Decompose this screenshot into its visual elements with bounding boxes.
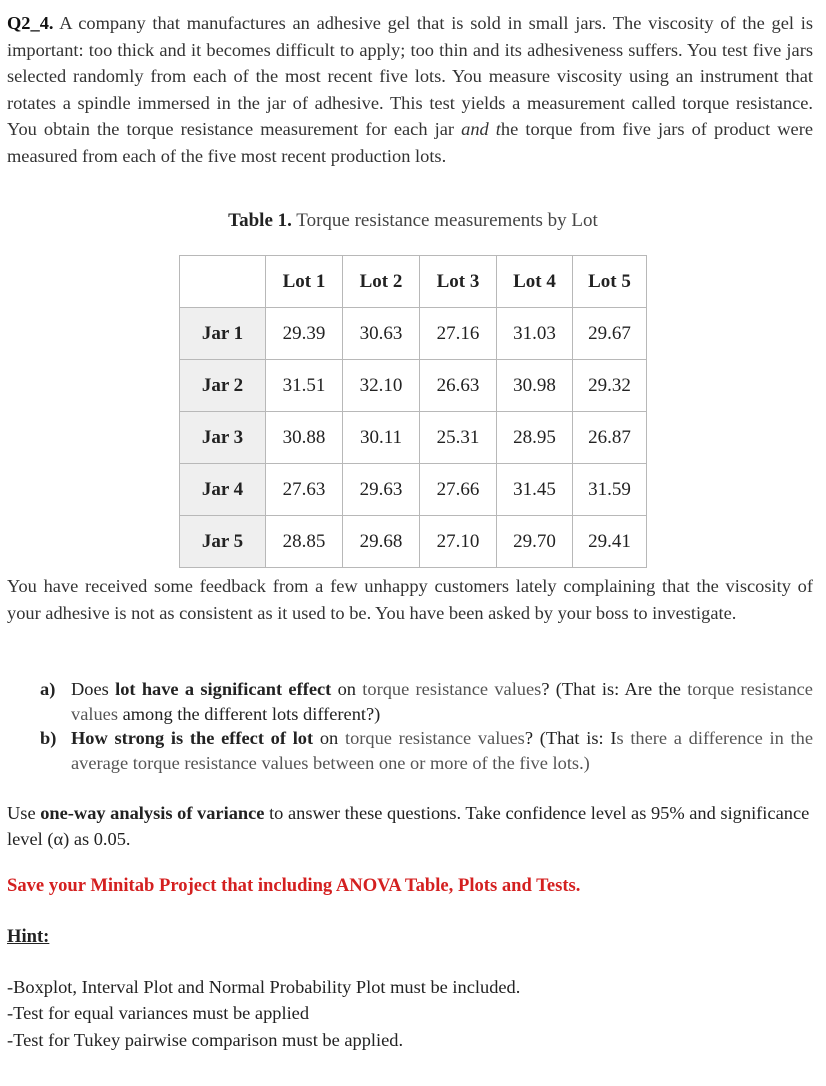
table-corner-cell <box>180 256 266 308</box>
table-cell: 25.31 <box>420 412 497 464</box>
table-cell: 26.63 <box>420 360 497 412</box>
question-label: Q2_4. <box>7 13 54 33</box>
table-cell: 29.39 <box>266 308 343 360</box>
item-light: torque resistance values <box>362 679 542 699</box>
method-paragraph <box>7 800 813 852</box>
row-header: Jar 2 <box>180 360 266 412</box>
table-cell: 27.10 <box>420 516 497 568</box>
table-row <box>180 464 647 516</box>
table-row <box>180 360 647 412</box>
table-cell: 27.63 <box>266 464 343 516</box>
table-caption <box>0 208 826 234</box>
item-text: among the different lots different?) <box>117 703 381 724</box>
table-cell: 30.98 <box>497 360 573 412</box>
table-caption-label: Table 1. <box>228 210 292 231</box>
method-text: to answer these questions. Take confidence level as 95% and significance level (α) as 0.05. <box>7 803 810 849</box>
method-text: Use <box>7 803 41 823</box>
column-header: Lot 5 <box>573 256 647 308</box>
table-row <box>180 412 647 464</box>
table-cell: 30.63 <box>343 308 420 360</box>
table-cell: 32.10 <box>343 360 420 412</box>
question-list <box>40 677 813 775</box>
item-light: torque resistance values <box>71 679 813 724</box>
question-text: A company that manufactures an adhesive gel that is sold in small jars. The viscosity of the gel is important: too thick and it becomes difficult to apply; too thin and its adhesiveness suffers. You test five jars selected randomly from each of the most recent five lots. You measure viscosity using an instrument that rotates a spindle immersed in the jar of adhesive. This test yields a measurement called torque resistance. You obtain the torque resistance measurement for each jar <box>7 13 813 140</box>
table-cell: 30.88 <box>266 412 343 464</box>
torque-table <box>179 255 647 568</box>
table-cell: 28.95 <box>497 412 573 464</box>
item-text: on <box>331 679 363 699</box>
row-header: Jar 5 <box>180 516 266 568</box>
column-header: Lot 4 <box>497 256 573 308</box>
table-cell: 29.68 <box>343 516 420 568</box>
list-item <box>40 677 813 726</box>
save-instruction: Save your Minitab Project that including ANOVA Table, Plots and Tests. <box>7 875 581 896</box>
table-row <box>180 308 647 360</box>
table-cell: 31.45 <box>497 464 573 516</box>
table-row <box>180 516 647 568</box>
row-header: Jar 1 <box>180 308 266 360</box>
table-cell: 27.66 <box>420 464 497 516</box>
hint-item: -Test for Tukey pairwise comparison must be applied. <box>7 1029 404 1050</box>
table-cell: 29.41 <box>573 516 647 568</box>
feedback-paragraph: You have received some feedback from a few unhappy customers lately complaining that the viscosity of your adhesive is not as consistent as it used to be. You have been asked by your boss to investigate. <box>7 576 813 623</box>
method-bold: one-way analysis of variance <box>40 803 265 823</box>
table-cell: 30.11 <box>343 412 420 464</box>
table-caption-text: Torque resistance measurements by Lot <box>291 210 598 231</box>
hint-item: -Boxplot, Interval Plot and Normal Probability Plot must be included. <box>7 977 521 997</box>
table-cell: 29.63 <box>343 464 420 516</box>
item-light: torque resistance values <box>344 728 525 748</box>
item-text: on <box>313 728 345 748</box>
table-cell: 31.59 <box>573 464 647 516</box>
hint-item: -Test for equal variances must be applied <box>7 1003 310 1024</box>
item-bold: lot have a significant effect <box>115 679 332 699</box>
list-marker: b) <box>40 728 57 748</box>
question-text-end: he torque from five jars of product were measured from each of the five most recent production lots. <box>7 119 814 166</box>
item-bold: How strong is the effect of lot <box>71 728 314 748</box>
hint-heading: Hint: <box>7 926 50 947</box>
row-header: Jar 3 <box>180 412 266 464</box>
table-cell: 31.51 <box>266 360 343 412</box>
table-cell: 28.85 <box>266 516 343 568</box>
table-cell: 29.67 <box>573 308 647 360</box>
item-text: ? (That is: Are the <box>541 679 688 699</box>
column-header: Lot 2 <box>343 256 420 308</box>
table-header-row <box>180 256 647 308</box>
column-header: Lot 1 <box>266 256 343 308</box>
table-cell: 31.03 <box>497 308 573 360</box>
column-header: Lot 3 <box>420 256 497 308</box>
item-light: s there a difference in the average torque resistance values between one or more of the five lots.) <box>71 728 814 773</box>
question-paragraph <box>7 10 813 170</box>
hint-list <box>7 974 520 1053</box>
table-cell: 26.87 <box>573 412 647 464</box>
table-cell: 29.70 <box>497 516 573 568</box>
item-text: ? (That is: I <box>524 728 617 748</box>
table-cell: 29.32 <box>573 360 647 412</box>
list-marker: a) <box>40 679 56 699</box>
table-cell: 27.16 <box>420 308 497 360</box>
item-text: Does <box>71 679 116 699</box>
question-italic: and t <box>461 119 501 140</box>
list-item <box>40 726 813 775</box>
row-header: Jar 4 <box>180 464 266 516</box>
